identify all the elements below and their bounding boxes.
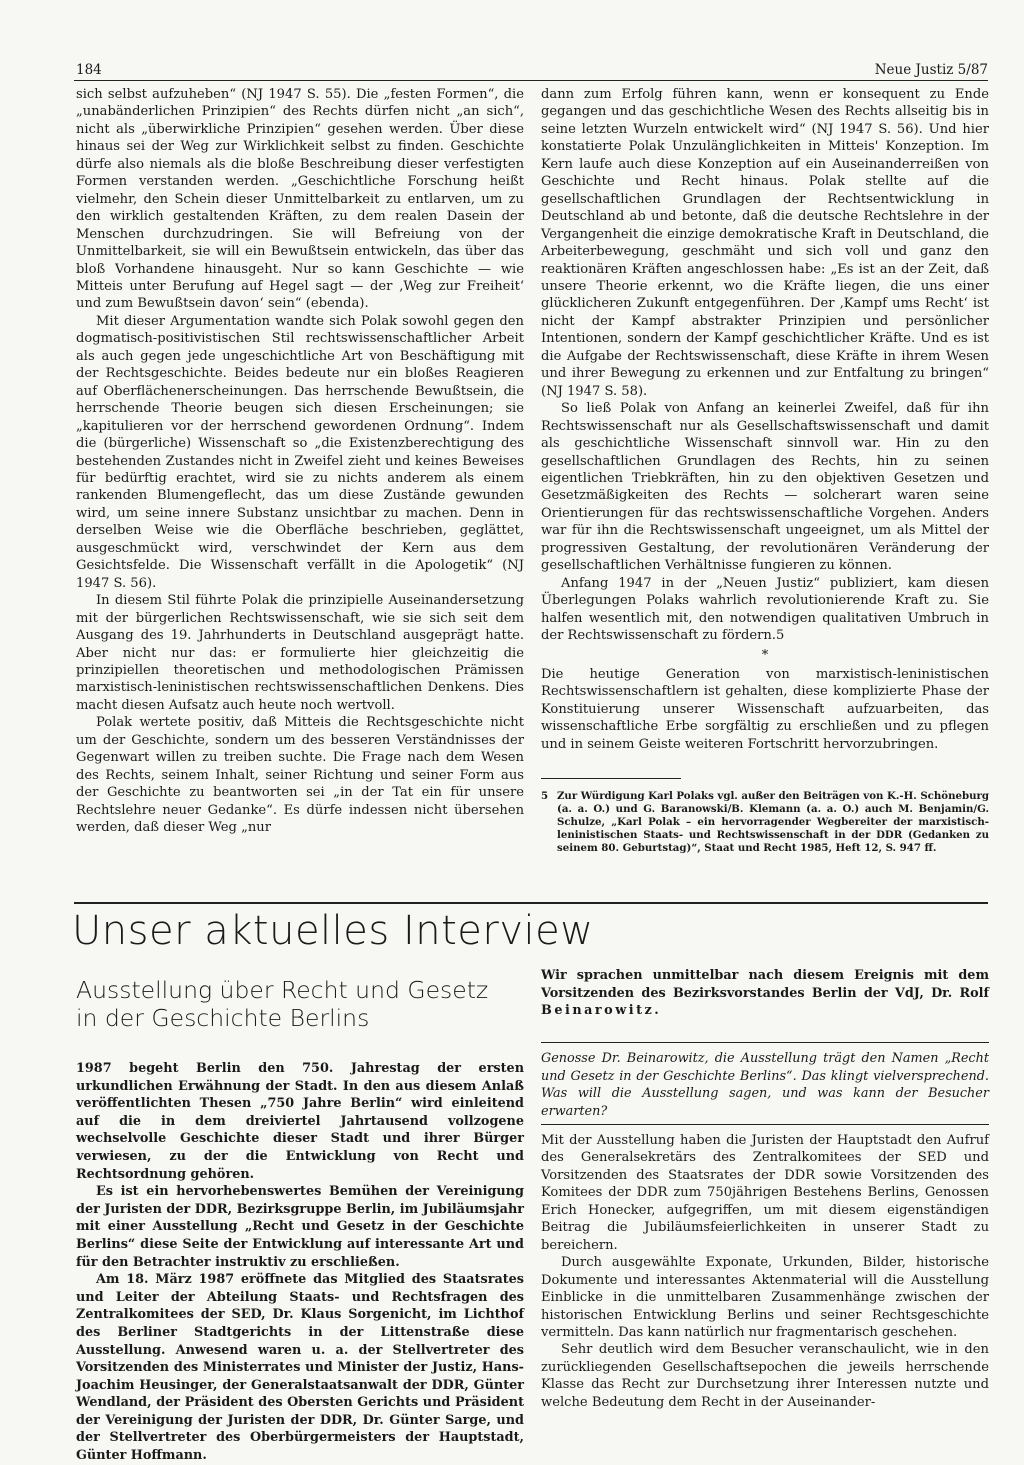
paragraph: So ließ Polak von Anfang an keinerlei Zweifel, daß für ihn Rechtswissenschaft nur als Gesellschaftswissenschaft und damit als geschichtliche Wissenschaft sinnvoll war. Hin zu den gesellschaftlichen Grundlagen des Rechts, hin zu seinen eigentlichen Triebkräften, hin zu den objektiven Gesetzen und Gesetzmäßigkeiten des Rechts — solcherart waren seine Orientierungen für das rechtswissenschaftliche Vorgehen. Anders war für ihn die Rechtswissenschaft ungeeignet, um als Mittel der progressiven Gestaltung, der revolutionären Veränderung der gesellschaftlichen Verhältnisse fungieren zu können. [541,401,989,574]
intro-text: Wir sprachen unmittelbar nach diesem Ereignis mit dem Vorsitzenden des Bezirksvorstandes Berlin der VdJ, Dr. Rolf [541,968,989,1001]
question-rule [541,1124,989,1125]
interview-question: Genosse Dr. Beinarowitz, die Ausstellung trägt den Namen „Recht und Gesetz in der Geschichte Berlins“. Das klingt vielversprechend. Was will die Ausstellung sagen, und was kann der Besucher erwarten? [541,1051,989,1119]
interviewee-name: Beinarowitz. [541,1003,662,1019]
footnote-rule [541,778,681,779]
footnote-text: Zur Würdigung Karl Polaks vgl. außer den Beiträgen von K.-H. Schöneburg (a. a. O.) und G. Baranowski/B. Klemann (a. a. O.) auch M. Benjamin/G. Schulze, „Karl Polak – ein hervorragender Wegbereiter der marxistisch-leninistischen Staats- und Rechtswissenschaft in der DDR (Gedanken zu seinem 80. Geburtstag)“, Staat und Recht 1985, Heft 12, S. 947 ff. [557,790,989,855]
article-left-column [76,86,524,836]
interview-banner: Unser aktuelles Interview [72,908,594,954]
paragraph: Polak wertete positiv, daß Mitteis die Rechtsgeschichte nicht um der Geschichte, sondern um des besseren Verständnisses der Gegenwart willen zu treiben suchte. Die Frage nach dem Wesen des Rechts, seinem Inhalt, seiner Richtung und seiner Form aus der Geschichte zu beantworten sei „in der Tat ein für unsere Rechtslehre neuer Gedanke“. Es dürfe indessen nicht übersehen werden, daß dieser Weg „nur [76,715,524,836]
paragraph: sich selbst aufzuheben“ (NJ 1947 S. 55). Die „festen Formen“, die „unabänderlichen Prinzipien“ des Rechts dürfen nicht „an sich“, nicht als „überwirkliche Prinzipien“ gesehen werden. Über diese hinaus sei der Weg zur Wirklichkeit selbst zu finden. Geschichte dürfe also niemals als die bloße Beschreibung dieser verfestigten Formen verstanden werden. „Geschichtliche Forschung heißt vielmehr, den Schein dieser Unmittelbarkeit zu entlarven, um zu den wirklich gestaltenden Kräften, zu dem realen Dasein der Menschen durchzudringen. Sie will Befreiung von der Unmittelbarkeit, sie will ein Bewußtsein entwickeln, das über das bloß Vorhandene hinausgeht. Nur so kann Geschichte — wie Mitteis unter Berufung auf Hegel sagt — der ‚Weg zur Freiheit‘ und zum Bewußtsein davon‘ sein“ (ebenda). [76,87,524,312]
interview-intro [541,967,989,1020]
header-rule [74,80,988,81]
lead-paragraph: Am 18. März 1987 eröffnete das Mitglied des Staatsrates und Leiter der Abteilung Staats- und Rechtsfragen des Zentralkomitees der SED, Dr. Klaus Sorgenicht, im Lichthof des Berliner Stadtgerichts in der Littenstraße diese Ausstellung. Anwesend waren u. a. der Stellvertreter des Vorsitzenden des Ministerrates und Minister der Justiz, Hans-Joachim Heusinger, der Generalstaatsanwalt der DDR, Günter Wendland, der Präsident des Obersten Gerichts und Präsident der Vereinigung der Juristen der DDR, Dr. Günter Sarge, und der Stellvertreter des Oberbürgermeisters der Hauptstadt, Günter Hoffmann. [76,1272,524,1464]
paragraph: In diesem Stil führte Polak die prinzipielle Auseinandersetzung mit der bürgerlichen Rechtswissenschaft, wie sie sich seit dem Ausgang des 19. Jahrhunderts in Deutschland ausgeprägt hatte. Aber nicht nur das: er formulierte hier gleichzeitig die prinzipiellen theoretischen und methodologischen Prämissen marxistisch-leninistischen rechtswissenschaftlichen Denkens. Dies macht diesen Aufsatz auch heute noch wertvoll. [76,593,524,713]
paragraph: dann zum Erfolg führen kann, wenn er konsequent zu Ende gegangen und das geschichtliche Wesen des Rechts allseitig bis in seine letzten Wurzeln entwickelt wird“ (NJ 1947 S. 56). Und hier konstatierte Polak Unzulänglichkeiten in Mitteis' Konzeption. Im Kern laufe auch diese Konzeption auf ein Auseinanderreißen von Geschichte und Recht hinaus. Polak stellte auf die gesellschaftlichen Grundlagen der Rechtsentwicklung in Deutschland ab und betonte, daß die deutsche Rechtslehre in der Vergangenheit die einzige demokratische Kraft in Deutschland, die Arbeiterbewegung, geschmäht und sich voll und ganz den reaktionären Kräften angeschlossen habe: „Es ist an der Zeit, daß unsere Theorie erkennt, wo die Kräfte liegen, die uns einer glücklicheren Zukunft entgegenführen. Der ‚Kampf ums Recht‘ ist nicht der Kampf abstrakter Prinzipien und persönlicher Intentionen, sondern der Kampf geschichtlicher Kräfte. Und es ist die Aufgabe der Rechtswissenschaft, diese Kräfte in ihrem Wesen und ihrer Bewegung zu erkennen und zur Entfaltung zu bringen“ (NJ 1947 S. 58). [541,87,989,399]
answer-paragraph: Durch ausgewählte Exponate, Urkunden, Bilder, historische Dokumente und interessantes Aktenmaterial will die Ausstellung Einblicke in die unmittelbaren Zusammenhänge zwischen der historischen Entwicklung Berlins und seiner Rechtsgeschichte vermitteln. Das kann natürlich nur fragmentarisch geschehen. [541,1255,989,1340]
answer-paragraph: Sehr deutlich wird dem Besucher veranschaulicht, wie in den zurückliegenden Gesellschaftsepochen die jeweils herrschende Klasse das Recht zur Durchsetzung ihrer Interessen nutzte und welche Bedeutung dem Recht in der Auseinander- [541,1342,989,1410]
interview-answer [541,1132,989,1411]
lead-paragraph: 1987 begeht Berlin den 750. Jahrestag der ersten urkundlichen Erwähnung der Stadt. In den aus diesem Anlaß veröffentlichten Thesen „750 Jahre Berlin“ wird einleitend auf die in dem dreiviertel Jahrtausend vollzogene wechselvolle Geschichte dieser Stadt und ihrer Bürger verwiesen, zu der die Entwicklung von Recht und Rechtsordnung gehören. [76,1061,524,1182]
section-separator: * [761,647,769,663]
answer-paragraph: Mit der Ausstellung haben die Juristen der Hauptstadt den Aufruf des Generalsekretärs des Zentralkomitees der SED und Vorsitzenden des Staatsrates der DDR sowie Vorsitzenden des Komitees der DDR zum 750jährigen Bestehens Berlins, Genossen Erich Honecker, aufgegriffen, um mit diesem eigenständigen Beitrag die Jubiläumsfeierlichkeiten in unserer Stadt zu bereichern. [541,1133,989,1253]
page-number: 184 [76,62,102,78]
paragraph: Anfang 1947 in der „Neuen Justiz“ publiziert, kam diesen Überlegungen Polaks wahrlich revolutionierende Kraft zu. Sie halfen wesentlich mit, den notwendigen qualitativen Umbruch in der Rechtswissenschaft zu fördern.5 [541,575,989,644]
paragraph: Mit dieser Argumentation wandte sich Polak sowohl gegen den dogmatisch-positivistischen Stil rechtswissenschaftlicher Arbeit als auch gegen jede ungeschichtliche Art von Beschäftigung mit der Rechtsgeschichte. Beides bedeute nur ein bloßes Reagieren auf Oberflächenerscheinungen. Das herrschende Bewußtsein, die herrschende Theorie beugen sich diesen Erscheinungen; sie „kapitulieren vor der herrschend gewordenen Ordnung“. Indem die (bürgerliche) Wissenschaft so „die Existenzberechtigung des bestehenden Zustandes nicht in Zweifel zieht und keines Beweises für bedürftig erachtet, wird sie zu nichts anderem als einem rankenden Blumengeflecht, das um diese Zustände gewunden wird, um seine innere Substanz unsichtbar zu machen. Denn in derselben Weise wie die Oberfläche beschrieben, geglättet, ausgeschmückt wird, verschwindet der Kern aus dem Gesichtsfelde. Die Wissenschaft verfällt in die Apologetik“ (NJ 1947 S. 56). [76,313,524,591]
intro-rule [541,1042,989,1043]
lead-paragraph: Es ist ein hervorhebenswertes Bemühen der Vereinigung der Juristen der DDR, Bezirksgruppe Berlin, im Jubiläumsjahr mit einer Ausstellung „Recht und Gesetz in der Geschichte Berlins“ diese Seite der Entwicklung auf interessante Art und für den Betrachter instruktiv zu erschließen. [76,1184,524,1270]
footnote-number: 5 [541,790,549,802]
article-right-column [541,86,989,753]
journal-issue: Neue Justiz 5/87 [874,62,988,78]
footnote [541,790,989,855]
interview-lead [76,1060,524,1465]
closing-paragraph: Die heutige Generation von marxistisch-leninistischen Rechtswissenschaftlern ist gehalten, diese komplizierte Phase der Konstituierung unserer Wissenschaft aufzuarbeiten, das wissenschaftliche Erbe sorgfältig zu erschließen und zu pflegen und in seinem Geiste weiteren Fortschritt hervorzubringen. [541,666,989,752]
interview-title: Ausstellung über Recht und Gesetz in der Geschichte Berlins [76,976,489,1032]
section-rule [74,902,988,904]
